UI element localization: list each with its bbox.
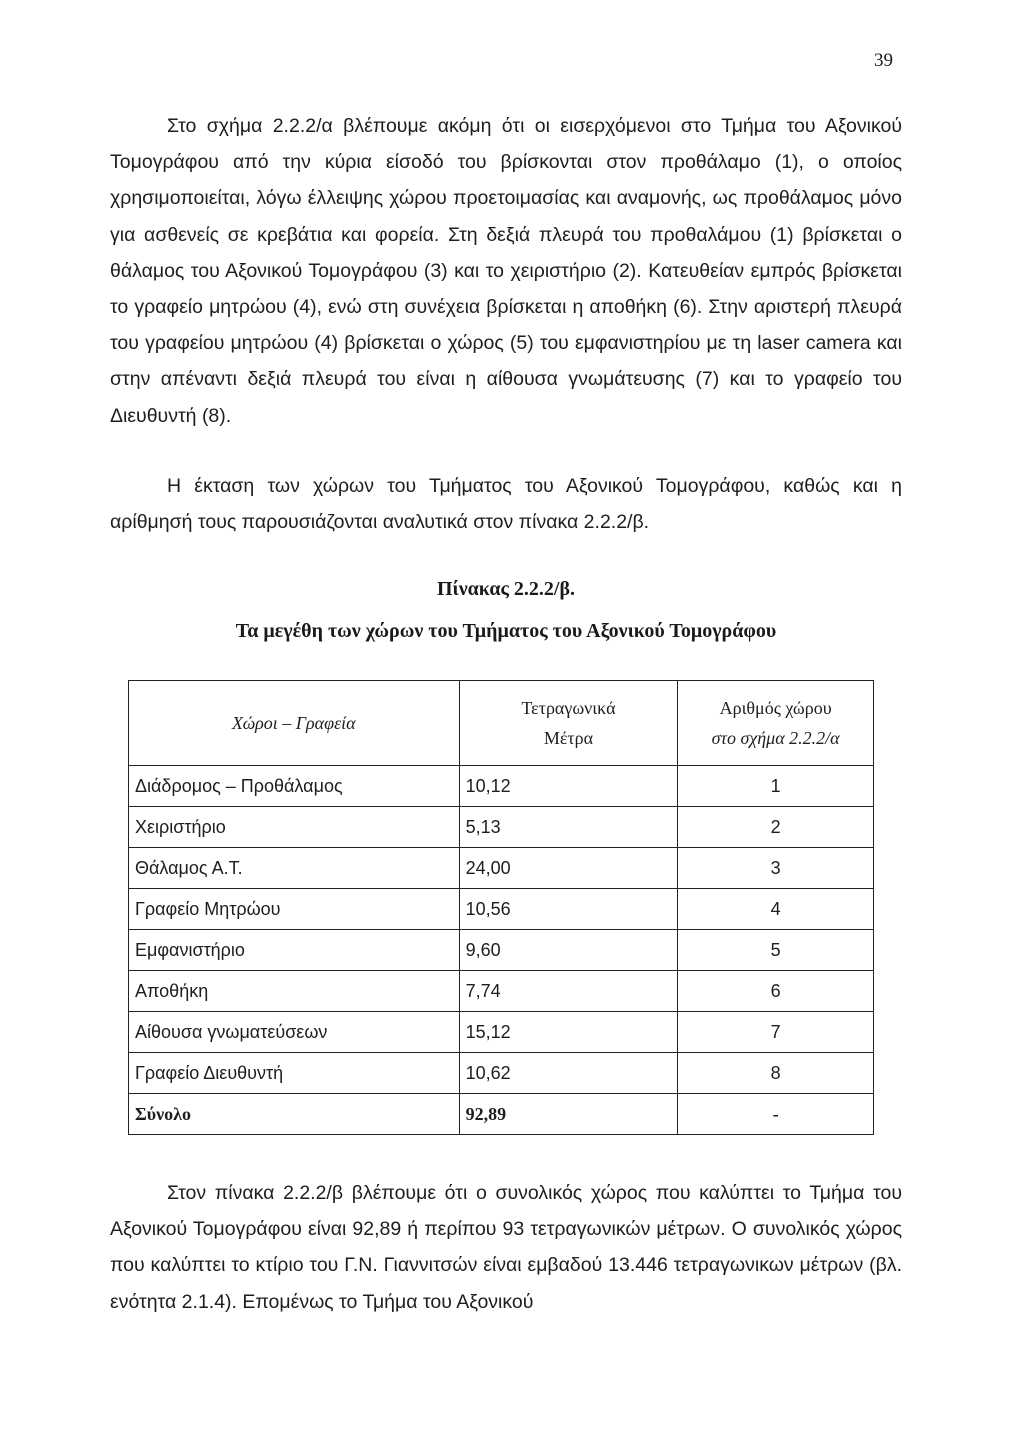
cell-space: Αίθουσα γνωματεύσεων (129, 1012, 460, 1053)
cell-space: Διάδρομος – Προθάλαμος (129, 766, 460, 807)
table-row (129, 930, 874, 971)
table-row (129, 848, 874, 889)
table-row (129, 1053, 874, 1094)
cell-area: 10,56 (459, 889, 678, 930)
cell-space: Θάλαμος Α.Τ. (129, 848, 460, 889)
header-number-line1: Αριθμός χώρου (719, 698, 832, 718)
intro-paragraph-container (110, 108, 902, 434)
cell-number: 5 (678, 930, 874, 971)
cell-space: Εμφανιστήριο (129, 930, 460, 971)
cell-area: 9,60 (459, 930, 678, 971)
cell-number: 3 (678, 848, 874, 889)
cell-number: 8 (678, 1053, 874, 1094)
cell-area: 24,00 (459, 848, 678, 889)
cell-number: 1 (678, 766, 874, 807)
cell-area: 10,12 (459, 766, 678, 807)
table-row (129, 766, 874, 807)
header-number (678, 681, 874, 766)
total-area: 92,89 (459, 1094, 678, 1135)
table-row (129, 1012, 874, 1053)
summary-paragraph-container (110, 1175, 902, 1320)
table-row (129, 971, 874, 1012)
summary-paragraph: Στον πίνακα 2.2.2/β βλέπουμε ότι ο συνολικός χώρος που καλύπτει το Τμήμα του Αξονικού Τομογράφου είναι 92,89 ή περίπου 93 τετραγωνικών μέτρων. Ο συνολικός χώρος που καλύπτει το κτίριο του Γ.Ν. Γιαννιτσών είναι εμβαδού 13.446 τετραγωνικων μέτρων (βλ. ενότητα 2.1.4). Επομένως το Τμήμα του Αξονικού (110, 1182, 902, 1313)
table-row (129, 889, 874, 930)
room-sizes-table (128, 680, 874, 1135)
table-row (129, 807, 874, 848)
header-number-line2: στο σχήμα 2.2.2/α (711, 728, 840, 748)
table-caption-title: Τα μεγέθη των χώρων του Τμήματος του Αξονικού Τομογράφου (235, 620, 777, 642)
cell-area: 10,62 (459, 1053, 678, 1094)
table-total-row (129, 1094, 874, 1135)
table-header-row (129, 681, 874, 766)
header-area-line1: Τετραγωνικά (521, 698, 616, 718)
total-number: - (678, 1094, 874, 1135)
cell-space: Χειριστήριο (129, 807, 460, 848)
cell-number: 6 (678, 971, 874, 1012)
cell-number: 7 (678, 1012, 874, 1053)
cell-space: Αποθήκη (129, 971, 460, 1012)
cell-area: 15,12 (459, 1012, 678, 1053)
intro-paragraph: Στο σχήμα 2.2.2/α βλέπουμε ακόμη ότι οι εισερχόμενοι στο Τμήμα του Αξονικού Τομογράφου από την κύρια είσοδό του βρίσκονται στον προθάλαμο (1), ο οποίος χρησιμοποιείται, λόγω έλλειψης χώρου προετοιμασίας και αναμονής, ως προθάλαμος μόνο για ασθενείς σε κρεβάτια και φορεία. Στη δεξιά πλευρά του προθαλάμου (1) βρίσκεται ο θάλαμος του Αξονικού Τομογράφου (3) και το χειριστήριο (2). Κατευθείαν εμπρός βρίσκεται το γραφείο μητρώου (4), ενώ στη συνέχεια βρίσκεται η αποθήκη (6). Στην αριστερή πλευρά του γραφείου μητρώου (4) βρίσκεται ο χώρος (5) του εμφανιστηρίου με τη laser camera και στην απέναντι δεξιά πλευρά του είναι η αίθουσα γνωμάτευσης (7) και το γραφείο του Διευθυντή (8). (110, 115, 902, 427)
cell-area: 7,74 (459, 971, 678, 1012)
header-space (129, 681, 460, 766)
header-area (459, 681, 678, 766)
page-number: 39 (874, 50, 893, 71)
header-area-line2: Μέτρα (543, 728, 594, 748)
cell-space: Γραφείο Μητρώου (129, 889, 460, 930)
cell-number: 2 (678, 807, 874, 848)
cell-area: 5,13 (459, 807, 678, 848)
header-space-label: Χώροι – Γραφεία (232, 713, 356, 733)
table-caption-number: Πίνακας 2.2.2/β. (436, 578, 576, 600)
cell-number: 4 (678, 889, 874, 930)
total-label: Σύνολο (129, 1094, 460, 1135)
table-reference-paragraph: Η έκταση των χώρων του Τμήματος του Αξονικού Τομογράφου, καθώς και η αρίθμησή τους παρουσιάζονται αναλυτικά στον πίνακα 2.2.2/β. (110, 475, 902, 534)
table-reference-paragraph-container (110, 468, 902, 540)
cell-space: Γραφείο Διευθυντή (129, 1053, 460, 1094)
